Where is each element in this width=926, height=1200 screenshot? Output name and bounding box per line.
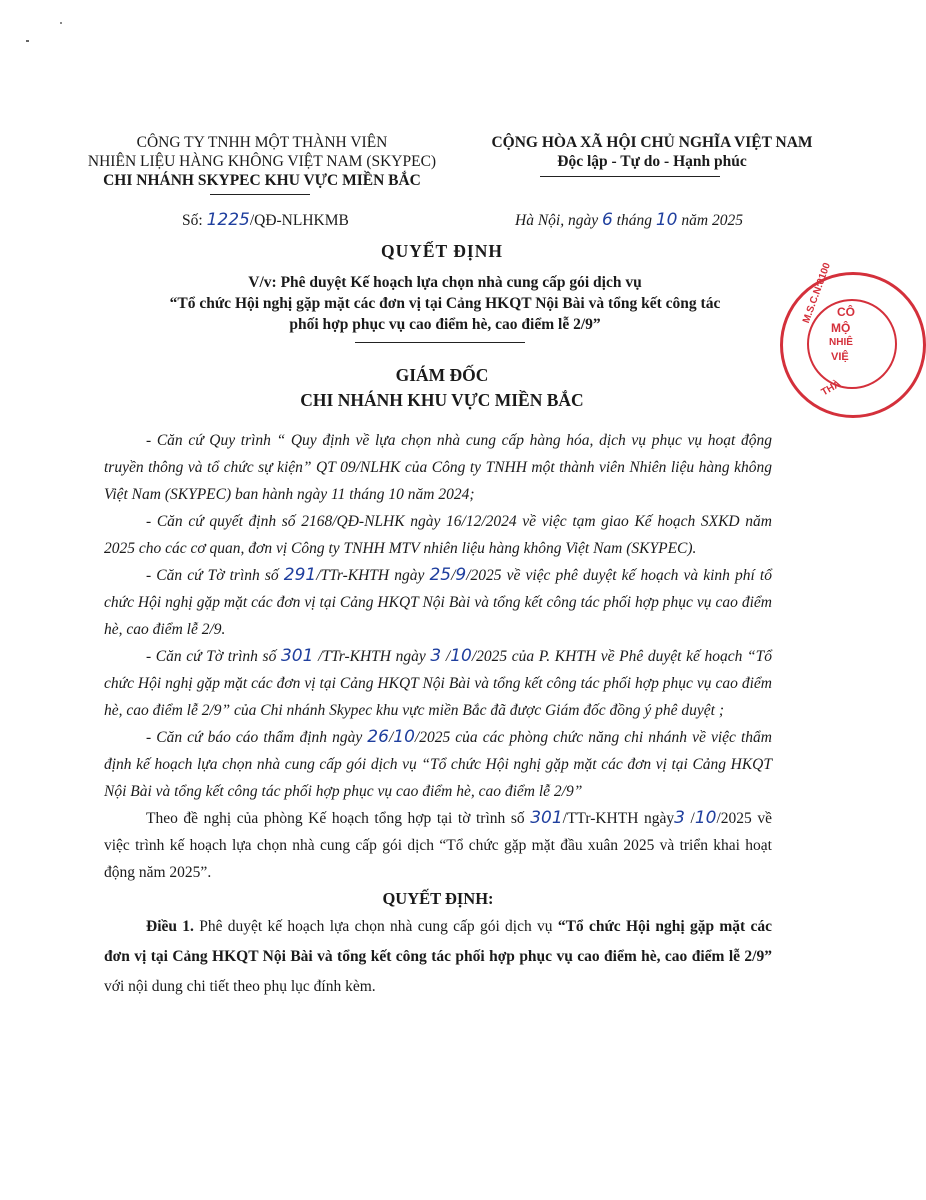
article-1-label: Điều 1. <box>146 918 194 935</box>
handwritten-day: 26 <box>367 727 389 747</box>
handwritten-number: 301 <box>280 646 314 666</box>
seal-text: THÀ <box>819 378 843 399</box>
basis-item <box>104 643 772 724</box>
subject-line-1: V/v: Phê duyệt Kế hoạch lựa chọn nhà cung cấp gói dịch vụ <box>248 274 642 291</box>
handwritten-month: 9 <box>455 565 467 585</box>
basis-item: - Căn cứ quyết định số 2168/QĐ-NLHK ngày 16/12/2024 về việc tạm giao Kế hoạch SXKD năm 2025 cho các cơ quan, đơn vị Công ty TNHH MTV nhiên liệu hàng không Việt Nam (SKYPEC). <box>104 513 772 557</box>
basis-text: / <box>451 567 456 584</box>
doc-number-handwritten: 1225 <box>206 210 250 230</box>
national-motto <box>472 133 832 171</box>
seal-text: NHIÊ <box>829 337 853 348</box>
handwritten-day: 3 <box>674 808 685 828</box>
basis-item <box>104 562 772 643</box>
subject-block <box>80 272 810 335</box>
decides-heading: QUYẾT ĐỊNH: <box>382 889 494 908</box>
scan-mark <box>26 40 29 42</box>
proposal-text: Theo đề nghị của phòng Kế hoạch tổng hợp tại tờ trình số <box>146 810 531 827</box>
seal-text: VIỆ <box>831 351 849 363</box>
article-1-package-name: “Tổ chức Hội nghị gặp mặt các đơn vị tại Cảng HKQT Nội Bài và tổng kết công tác phối hợp phục vụ cao điểm hè, cao điểm lễ 2/9” <box>104 918 772 965</box>
issuer-branch: CHI NHÁNH SKYPEC KHU VỰC MIỀN BẮC <box>103 172 421 189</box>
date-month-label: tháng <box>612 212 656 229</box>
decision-title: QUYẾT ĐỊNH <box>381 241 503 261</box>
seal-text: MỘ <box>831 321 851 335</box>
subject-line-2: “Tổ chức Hội nghị gặp mặt các đơn vị tại Cảng HKQT Nội Bài và tổng kết công tác <box>169 295 721 312</box>
proposal-text: / <box>684 810 695 827</box>
issuer-company: CÔNG TY TNHH MỘT THÀNH VIÊN <box>136 134 388 151</box>
subject-line-3: phối hợp phục vụ cao điểm hè, cao điểm lễ 2/9” <box>289 316 601 333</box>
issuer-company-full: NHIÊN LIỆU HÀNG KHÔNG VIỆT NAM (SKYPEC) <box>87 153 437 170</box>
handwritten-day: 25 <box>429 565 452 585</box>
basis-text: /TTr-KHTH ngày <box>313 648 431 665</box>
motto-underline <box>540 176 720 177</box>
place-date <box>515 208 743 233</box>
handwritten-number: 301 <box>530 808 563 828</box>
handwritten-number: 291 <box>283 565 317 585</box>
date-year: năm 2025 <box>677 212 743 229</box>
basis-text: / <box>388 729 394 746</box>
basis-text: - Căn cứ Tờ trình số <box>146 648 281 665</box>
basis-text: - Căn cứ báo cáo thẩm định ngày <box>146 729 368 746</box>
authority-title: GIÁM ĐỐC <box>395 365 489 385</box>
proposal-text: /2025 về việc trình kế hoạch lựa chọn nhà cung cấp gói dịch “Tổ chức gặp mặt đầu xuân 2025 và triển khai hoạt động năm 2025”. <box>104 810 772 881</box>
handwritten-day: 3 <box>430 646 442 666</box>
article-1-intro: Phê duyệt kế hoạch lựa chọn nhà cung cấp gói dịch vụ <box>193 918 558 935</box>
proposal-paragraph <box>104 805 772 886</box>
seal-text: M.S.C.N:0100 <box>801 261 834 325</box>
basis-text: /TTr-KHTH ngày <box>316 567 430 584</box>
date-month: 10 <box>655 210 678 230</box>
national-slogan: Độc lập - Tự do - Hạnh phúc <box>557 153 747 170</box>
article-1-rest: với nội dung chi tiết theo phụ lục đính kèm. <box>104 978 376 995</box>
authority-unit: CHI NHÁNH KHU VỰC MIỀN BẮC <box>300 390 584 410</box>
date-place: Hà Nội, ngày <box>515 212 602 229</box>
basis-text: / <box>441 648 451 665</box>
basis-text: /2025 của P. KHTH về Phê duyệt kế hoạch “Tổ chức Hội nghị gặp mặt các đơn vị tại Cảng HKQT Nội Bài và tổng kết công tác phối hợp phục vụ cao điểm hè, cao điểm lễ 2/9” của Chi nhánh Skypec khu vực miền Bắc đã được Giám đốc đồng ý phê duyệt ; <box>104 648 772 719</box>
company-seal <box>780 261 926 418</box>
subject-underline <box>355 342 525 343</box>
doc-number-prefix: Số: <box>182 212 207 229</box>
basis-item: - Căn cứ Quy trình “ Quy định về lựa chọn nhà cung cấp hàng hóa, dịch vụ phục vụ hoạt động truyền thông và tổ chức sự kiện” QT 09/NLHK của Công ty TNHH một thành viên Nhiên liệu hàng không Việt Nam (SKYPEC) ban hành ngày 11 tháng 10 năm 2024; <box>104 432 772 503</box>
handwritten-month: 10 <box>393 727 415 747</box>
proposal-text: /TTr-KHTH ngày <box>562 810 675 827</box>
national-name: CỘNG HÒA XÃ HỘI CHỦ NGHĨA VIỆT NAM <box>491 134 813 151</box>
date-day: 6 <box>601 210 613 230</box>
article-1 <box>104 912 772 1002</box>
basis-text: /2025 về việc phê duyệt kế hoạch và kinh phí tổ chức Hội nghị gặp mặt các đơn vị tại Cảng HKQT Nội Bài và tổng kết công tác phối hợp phục vụ cao điểm hè, cao điểm lễ 2/9. <box>104 567 772 638</box>
issuer-block <box>62 133 462 190</box>
doc-number-suffix: /QĐ-NLHKMB <box>249 212 349 229</box>
bases-section <box>104 427 772 1002</box>
handwritten-month: 10 <box>694 808 717 828</box>
seal-text: CÔ <box>837 305 855 319</box>
issuer-underline <box>210 194 310 195</box>
authority-block <box>0 363 884 413</box>
scan-mark <box>60 22 62 24</box>
doc-number <box>182 208 349 233</box>
basis-item <box>104 724 772 805</box>
basis-text: - Căn cứ Tờ trình số <box>146 567 284 584</box>
handwritten-month: 10 <box>450 646 472 666</box>
basis-text: /2025 của các phòng chức năng chi nhánh về việc thẩm định kế hoạch lựa chọn nhà cung cấp gói dịch vụ “Tổ chức Hội nghị gặp mặt các đơn vị tại Cảng HKQT Nội Bài và tổng kết công tác phối hợp phục vụ cao điểm hè, cao điểm lễ 2/9” <box>104 729 772 800</box>
